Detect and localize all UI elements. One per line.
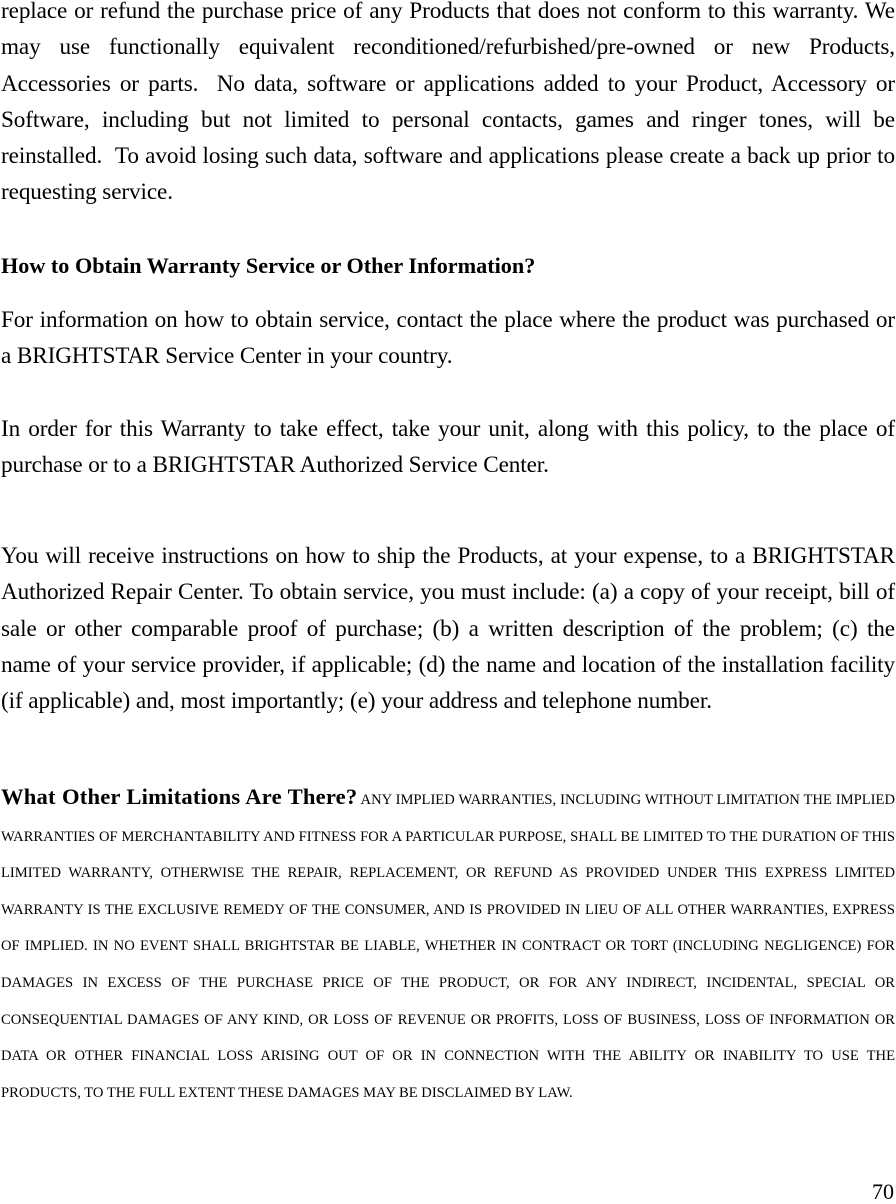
limitations-heading: What Other Limitations Are There? — [1, 784, 358, 809]
service-info-paragraph: For information on how to obtain service, contact the place where the product was purchased or a BRIGHTSTAR Service Center in your country. — [1, 307, 895, 370]
obtain-service-heading: How to Obtain Warranty Service or Other Information? — [1, 253, 536, 278]
page-number: 70 — [872, 1179, 894, 1204]
warranty-effect-paragraph: In order for this Warranty to take effect, take your unit, along with this policy, to the place of purchase or to a BRIGHTSTAR Authorized Service Center. — [1, 416, 895, 479]
limitations-paragraph — [1, 779, 895, 1111]
shipping-instructions-paragraph: You will receive instructions on how to ship the Products, at your expense, to a BRIGHTSTAR Authorized Repair Center. To obtain service, you must include: (a) a copy of your receipt, bill of sale or other comparable proof of purchase; (b) a written description of the problem; (c) the name of your service provider, if applicable; (d) the name and location of the installation facility (if applicable) and, most importantly; (e) your address and telephone number. — [1, 543, 895, 715]
limitations-text: ANY IMPLIED WARRANTIES, INCLUDING WITHOUT LIMITATION THE IMPLIED WARRANTIES OF MERCHANTABILITY AND FITNESS FOR A PARTICULAR PURPOSE, SHALL BE LIMITED TO THE DURATION OF THIS LIMITED WARRANTY, OTHERWISE THE REPAIR, REPLACEMENT, OR REFUND AS PROVIDED UNDER THIS EXPRESS LIMITED WARRANTY IS THE EXCLUSIVE REMEDY OF THE CONSUMER, AND IS PROVIDED IN LIEU OF ALL OTHER WARRANTIES, EXPRESS OF IMPLIED. IN NO EVENT SHALL BRIGHTSTAR BE LIABLE, WHETHER IN CONTRACT OR TORT (INCLUDING NEGLIGENCE) FOR DAMAGES IN EXCESS OF THE PURCHASE PRICE OF THE PRODUCT, OR FOR ANY INDIRECT, INCIDENTAL, SPECIAL OR CONSEQUENTIAL DAMAGES OF ANY KIND, OR LOSS OF REVENUE OR PROFITS, LOSS OF BUSINESS, LOSS OF INFORMATION OR DATA OR OTHER FINANCIAL LOSS ARISING OUT OF OR IN CONNECTION WITH THE ABILITY OR INABILITY TO USE THE PRODUCTS, TO THE FULL EXTENT THESE DAMAGES MAY BE DISCLAIMED BY LAW. — [1, 792, 895, 1101]
warranty-refund-paragraph: replace or refund the purchase price of any Products that does not conform to this warranty. We may use functionally equivalent reconditioned/refurbished/pre-owned or new Products, Accessories or parts. No data, software or applications added to your Product, Accessory or Software, including but not limited to personal contacts, games and ringer tones, will be reinstalled. To avoid losing such data, software and applications please create a back up prior to requesting service. — [1, 0, 895, 206]
